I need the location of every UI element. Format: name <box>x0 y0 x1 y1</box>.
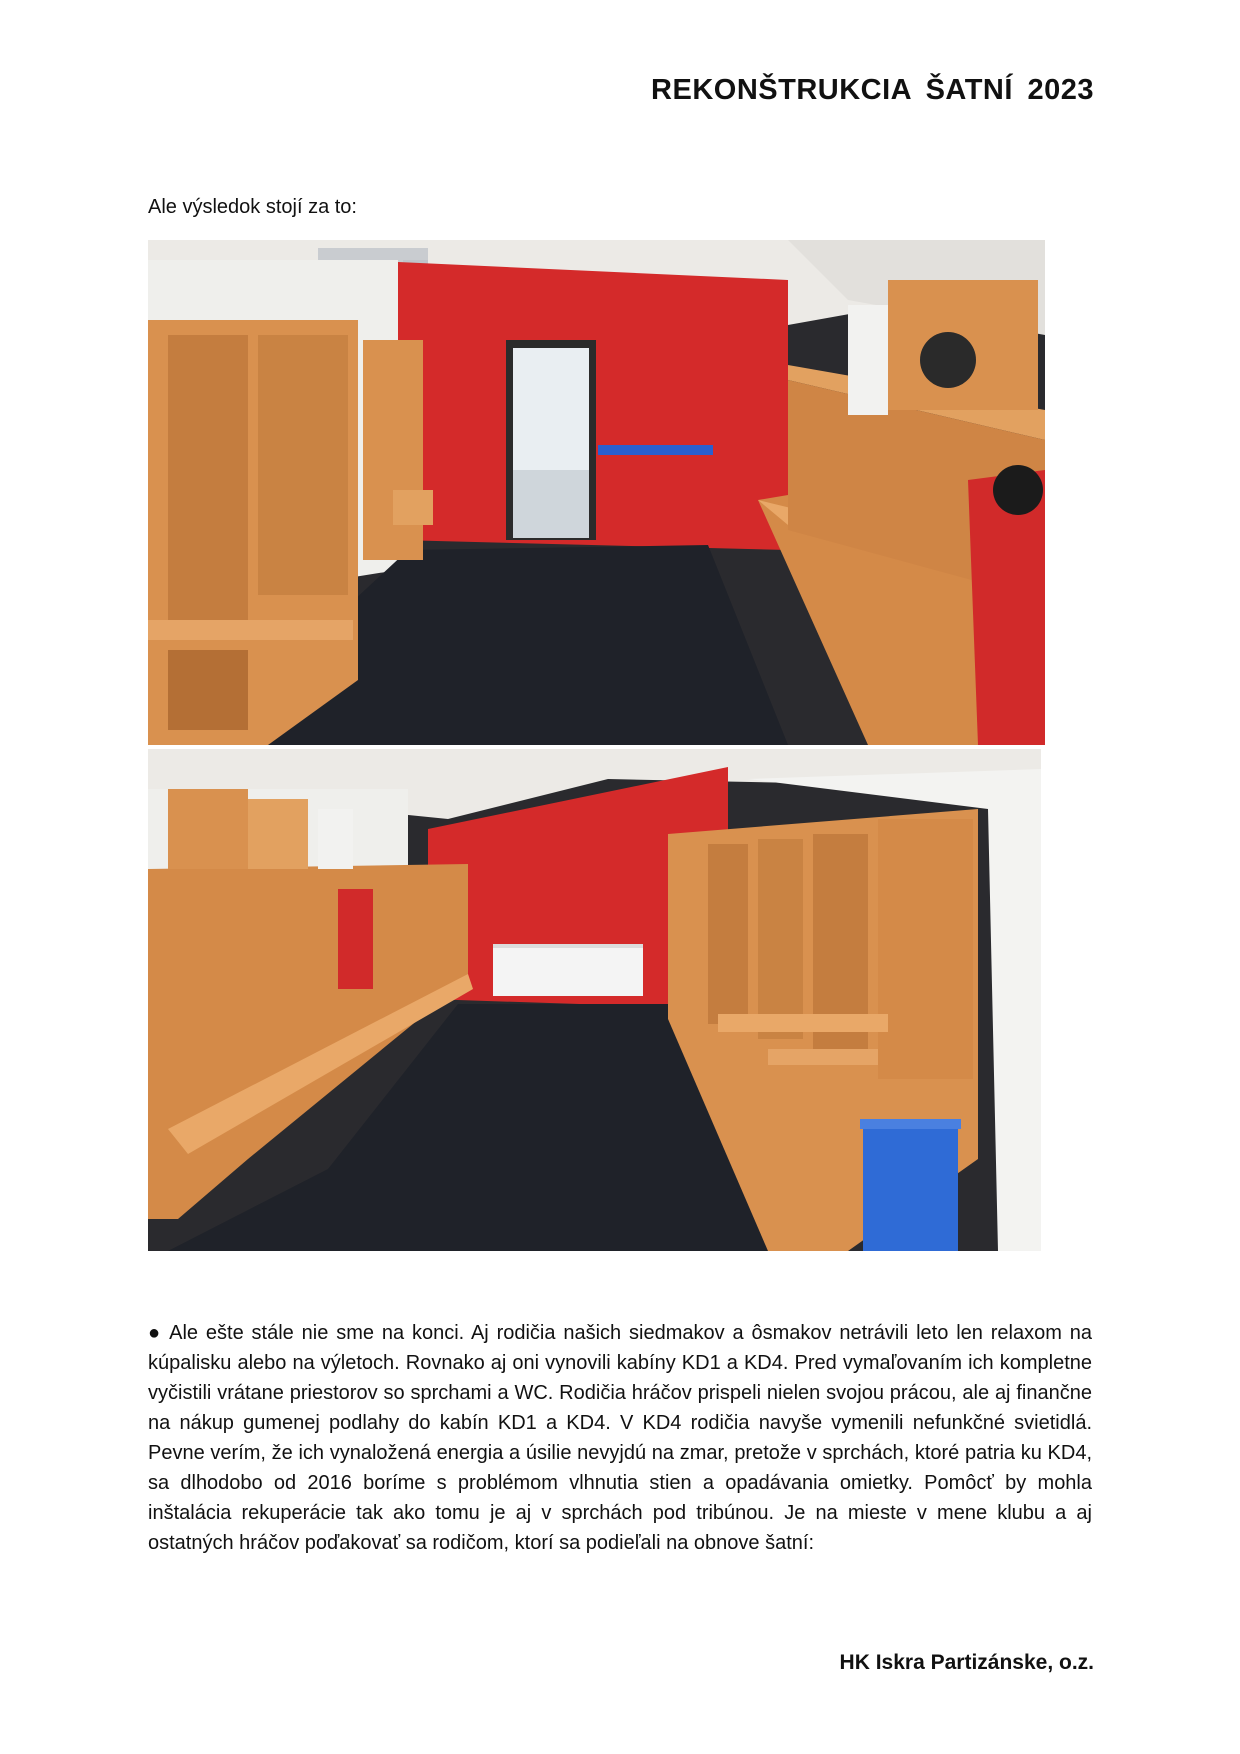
intro-text: Ale výsledok stojí za to: <box>148 196 357 218</box>
document-title: REKONŠTRUKCIA ŠATNÍ 2023 <box>651 74 1094 106</box>
body-paragraph: ● Ale ešte stále nie sme na konci. Aj rodičia našich siedmakov a ôsmakov netrávili leto len relaxom na kúpalisku alebo na výletoch. Rovnako aj oni vynovili kabíny KD1 a KD4. Pred vymaľovaním ich kompletne vyčistili vrátane priestorov so sprchami a WC. Rodičia hráčov prispeli nielen svojou prácou, ale aj finančne na nákup gumenej podlahy do kabín KD1 a KD4. V KD4 rodičia navyše vymenili nefunkčné svietidlá. Pevne verím, že ich vynaložená energia a úsilie nevyjdú na zmar, pretože v sprchách, ktoré patria ku KD4, sa dlhodobo od 2016 boríme s problémom vlhnutia stien a opadávania omietky. Pomôcť by mohla inštalácia rekuperácie tak ako tomu je aj v sprchách pod tribúnou. Je na mieste v mene klubu a aj ostatných hráčov poďakovať sa rodičom, ktorí sa podieľali na obnove šatní: <box>148 1322 1092 1554</box>
locker-room-photo-2 <box>148 749 1041 1251</box>
footer-signature: HK Iskra Partizánske, o.z. <box>839 1651 1094 1674</box>
locker-room-photo-1 <box>148 240 1045 745</box>
